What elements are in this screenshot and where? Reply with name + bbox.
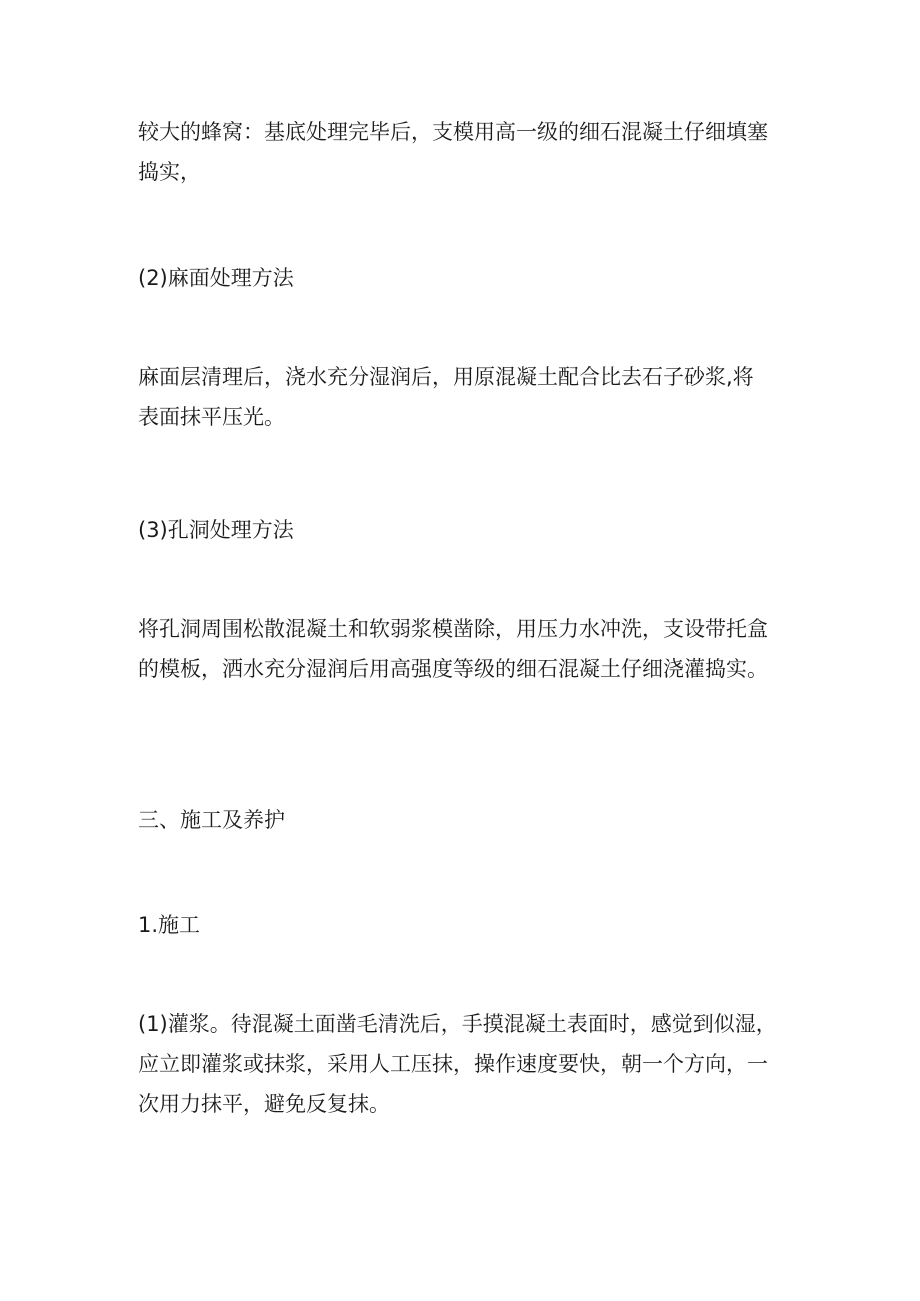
section-heading-construction-curing [138,800,798,840]
text-line: 次用力抹平，避免反复抹。 [138,1092,390,1116]
text-line: (1)灌浆。待混凝土面凿毛清洗后，手摸混凝土表面时，感觉到似湿， [138,1012,777,1036]
text-line: (2)麻面处理方法 [138,266,294,290]
paragraph-grouting [138,1004,798,1124]
text-line: 的模板，洒水充分湿润后用高强度等级的细石混凝土仔细浇灌捣实。 [138,657,768,681]
heading-void-method [138,510,798,550]
paragraph-pitted-surface-treatment [138,357,798,437]
text-line: (3)孔洞处理方法 [138,518,294,542]
paragraph-honeycomb-treatment [138,112,798,192]
text-line: 较大的蜂窝：基底处理完毕后，支模用高一级的细石混凝土仔细填塞 [138,120,768,144]
paragraph-void-treatment [138,609,798,689]
subheading-construction [138,905,798,945]
text-line: 1.施工 [138,913,201,937]
text-line: 将孔洞周围松散混凝土和软弱浆模凿除，用压力水冲洗，支设带托盒 [138,617,768,641]
heading-pitted-surface-method [138,258,798,298]
text-line: 应立即灌浆或抹浆，采用人工压抹，操作速度要快，朝一个方向，一 [138,1052,768,1076]
text-line: 捣实， [138,160,201,184]
text-line: 麻面层清理后，浇水充分湿润后，用原混凝土配合比去石子砂浆,将 [138,365,754,389]
text-line: 表面抹平压光。 [138,405,285,429]
text-line: 三、施工及养护 [138,808,285,832]
